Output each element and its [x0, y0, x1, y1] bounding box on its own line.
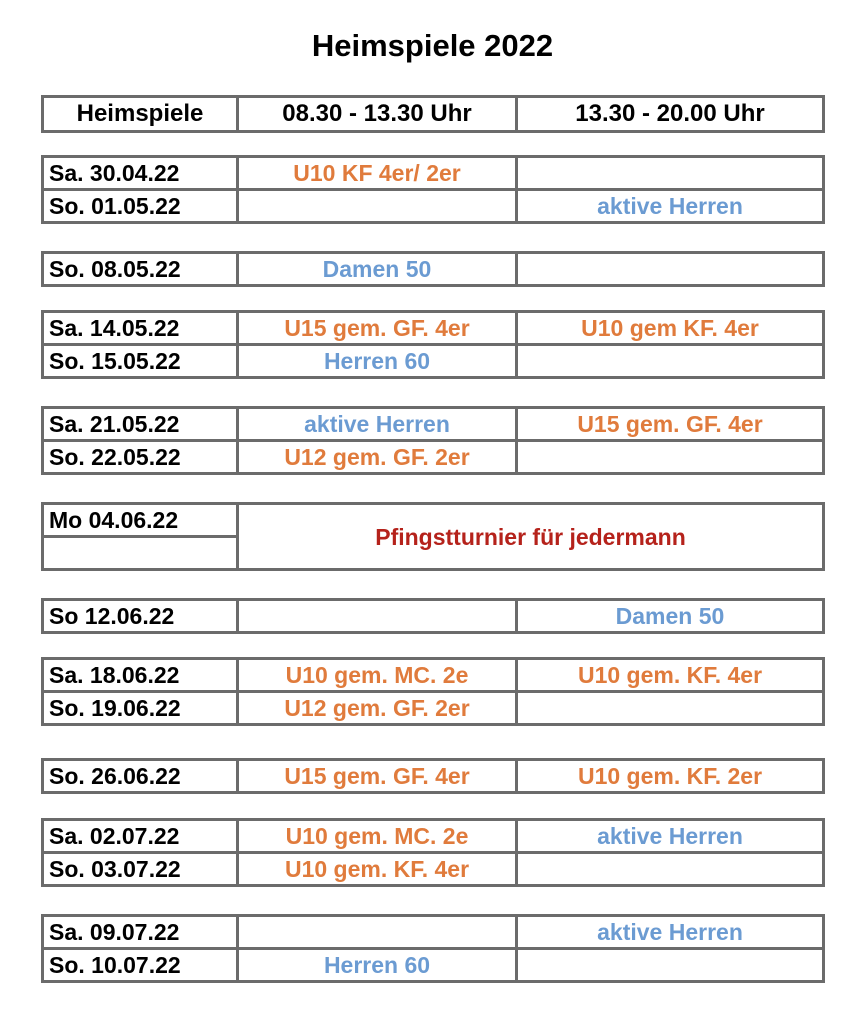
morning-cell: U12 gem. GF. 2er — [238, 441, 517, 474]
afternoon-cell — [517, 853, 824, 886]
table-row — [43, 760, 824, 793]
morning-cell — [238, 190, 517, 223]
table-row — [43, 253, 824, 286]
date-cell: So. 22.05.22 — [43, 441, 238, 474]
schedule-block — [41, 310, 825, 379]
afternoon-cell: Damen 50 — [517, 600, 824, 633]
schedule-block-special — [41, 502, 825, 571]
date-cell: Sa. 30.04.22 — [43, 157, 238, 190]
date-cell: So. 26.06.22 — [43, 760, 238, 793]
table-row — [43, 949, 824, 982]
afternoon-cell — [517, 949, 824, 982]
table-row — [43, 692, 824, 725]
table-row — [43, 408, 824, 441]
afternoon-cell: U10 gem KF. 4er — [517, 312, 824, 345]
afternoon-cell: aktive Herren — [517, 916, 824, 949]
schedule-block — [41, 251, 825, 287]
date-cell: So. 10.07.22 — [43, 949, 238, 982]
table-row — [43, 820, 824, 853]
date-cell: Mo 04.06.22 — [43, 504, 238, 537]
schedule-block — [41, 598, 825, 634]
empty-date-cell — [43, 537, 238, 570]
date-cell: So 12.06.22 — [43, 600, 238, 633]
date-cell: Sa. 21.05.22 — [43, 408, 238, 441]
table-row — [43, 600, 824, 633]
date-cell: Sa. 14.05.22 — [43, 312, 238, 345]
morning-cell: U15 gem. GF. 4er — [238, 312, 517, 345]
date-cell: So. 19.06.22 — [43, 692, 238, 725]
morning-cell — [238, 600, 517, 633]
date-cell: So. 15.05.22 — [43, 345, 238, 378]
afternoon-cell: U10 gem. KF. 2er — [517, 760, 824, 793]
header-afternoon: 13.30 - 20.00 Uhr — [517, 97, 824, 132]
table-row — [43, 441, 824, 474]
header-row — [43, 97, 824, 132]
date-cell: So. 03.07.22 — [43, 853, 238, 886]
afternoon-cell — [517, 253, 824, 286]
morning-cell — [238, 916, 517, 949]
morning-cell: U10 KF 4er/ 2er — [238, 157, 517, 190]
schedule-block — [41, 406, 825, 475]
table-row — [43, 312, 824, 345]
table-row — [43, 190, 824, 223]
table-row — [43, 345, 824, 378]
schedule-block — [41, 914, 825, 983]
afternoon-cell — [517, 345, 824, 378]
afternoon-cell — [517, 441, 824, 474]
afternoon-cell: aktive Herren — [517, 820, 824, 853]
afternoon-cell: aktive Herren — [517, 190, 824, 223]
event-cell: Pfingstturnier für jedermann — [238, 504, 824, 570]
morning-cell: U10 gem. KF. 4er — [238, 853, 517, 886]
afternoon-cell: U10 gem. KF. 4er — [517, 659, 824, 692]
table-row — [43, 157, 824, 190]
table-row — [43, 659, 824, 692]
table-row — [43, 916, 824, 949]
afternoon-cell — [517, 692, 824, 725]
date-cell: Sa. 09.07.22 — [43, 916, 238, 949]
schedule-block — [41, 758, 825, 794]
date-cell: Sa. 02.07.22 — [43, 820, 238, 853]
schedule-block — [41, 818, 825, 887]
morning-cell: Damen 50 — [238, 253, 517, 286]
morning-cell: U10 gem. MC. 2e — [238, 659, 517, 692]
afternoon-cell: U15 gem. GF. 4er — [517, 408, 824, 441]
morning-cell: Herren 60 — [238, 949, 517, 982]
date-cell: Sa. 18.06.22 — [43, 659, 238, 692]
afternoon-cell — [517, 157, 824, 190]
date-cell: So. 01.05.22 — [43, 190, 238, 223]
table-row — [43, 504, 824, 537]
table-row — [43, 853, 824, 886]
morning-cell: aktive Herren — [238, 408, 517, 441]
morning-cell: U10 gem. MC. 2e — [238, 820, 517, 853]
date-cell: So. 08.05.22 — [43, 253, 238, 286]
header-heimspiele: Heimspiele — [43, 97, 238, 132]
morning-cell: U15 gem. GF. 4er — [238, 760, 517, 793]
header-morning: 08.30 - 13.30 Uhr — [238, 97, 517, 132]
morning-cell: Herren 60 — [238, 345, 517, 378]
morning-cell: U12 gem. GF. 2er — [238, 692, 517, 725]
header-table — [41, 95, 825, 133]
page-title: Heimspiele 2022 — [311, 28, 554, 63]
schedule-block — [41, 155, 825, 224]
schedule-block — [41, 657, 825, 726]
